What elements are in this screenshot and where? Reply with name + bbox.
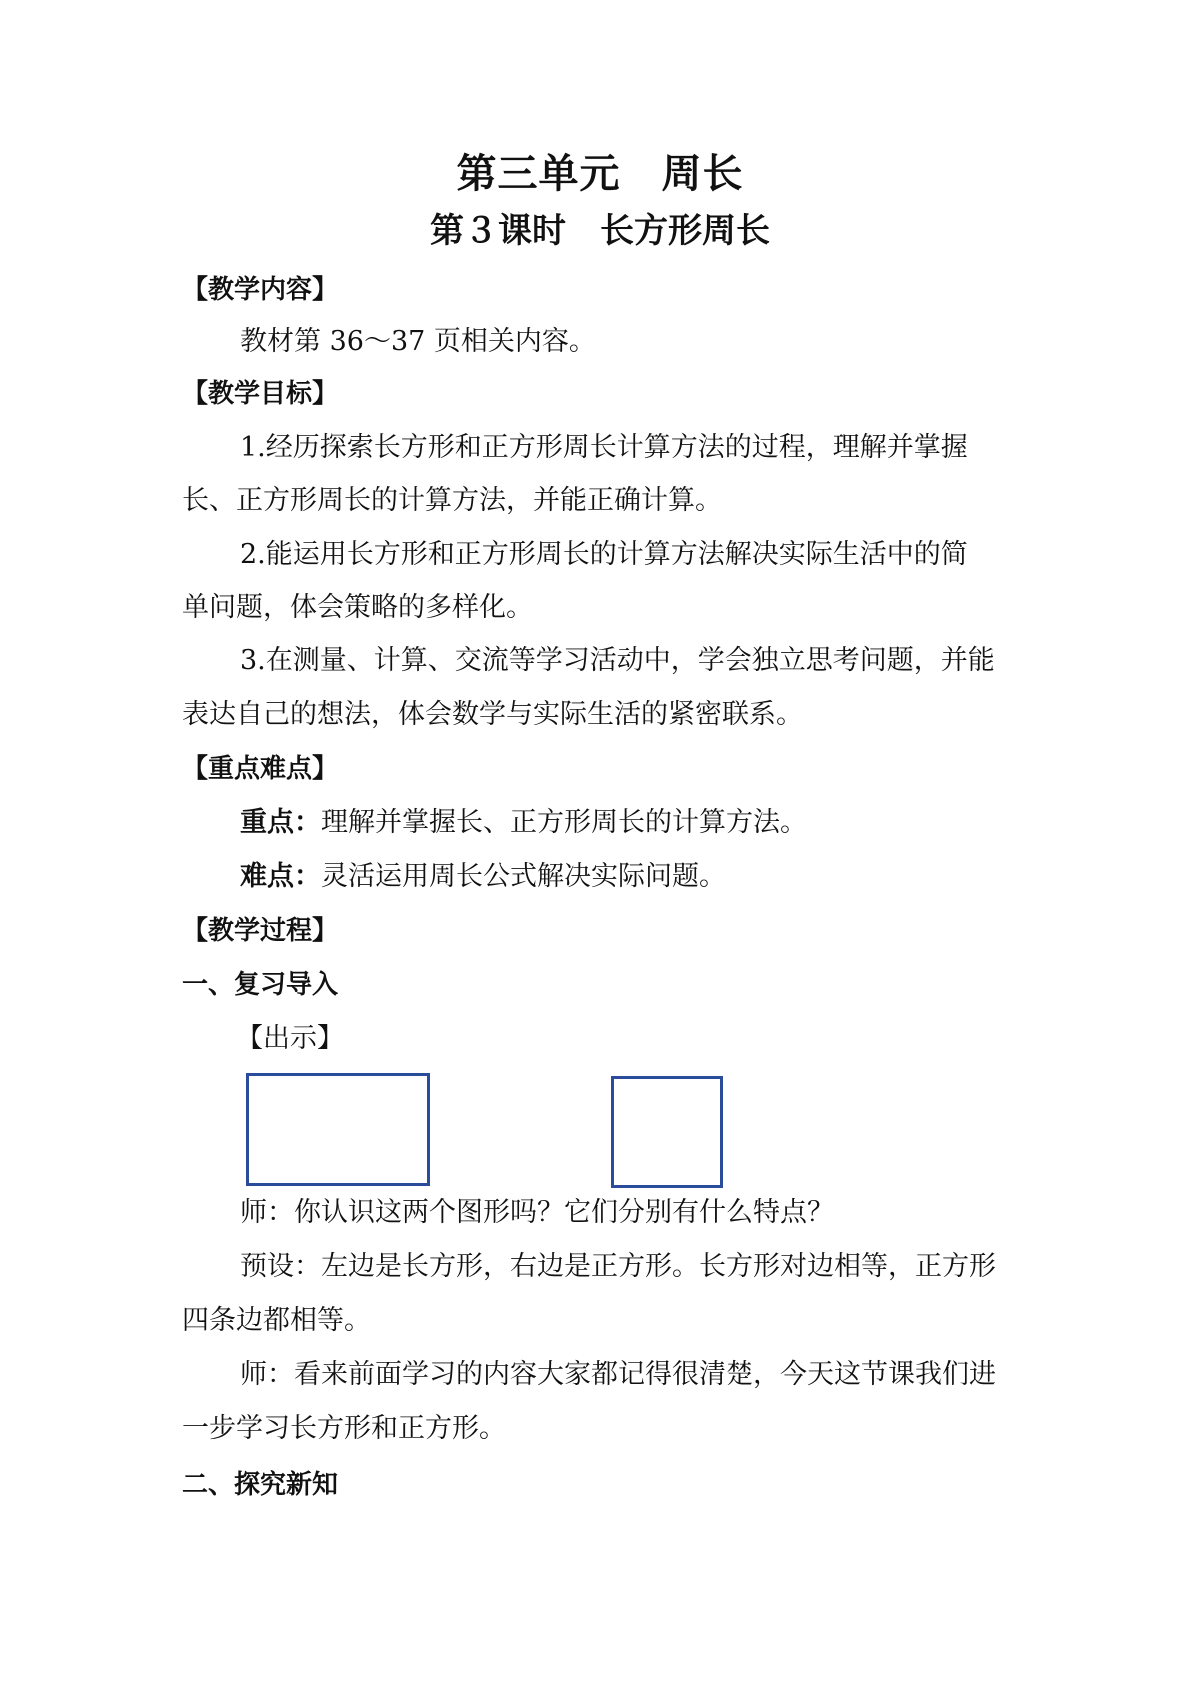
goal-3-line-1: 3.在测量、计算、交流等学习活动中，学会独立思考问题，并能: [240, 645, 995, 676]
preset-answer-line-1: 预设：左边是长方形，右边是正方形。长方形对边相等，正方形: [240, 1251, 996, 1282]
key-points-heading: 【重点难点】: [182, 754, 339, 784]
explore-new-knowledge-heading: 二、探究新知: [182, 1470, 339, 1500]
difficulty-line: [240, 857, 726, 897]
square-figure: [611, 1076, 723, 1188]
goal-2-line-2: 单问题，体会策略的多样化。: [182, 592, 533, 623]
teacher-question-1: 师：你认识这两个图形吗？它们分别有什么特点？: [240, 1197, 834, 1228]
review-intro-heading: 一、复习导入: [182, 970, 339, 1000]
teacher-question-2-line-1: 师：看来前面学习的内容大家都记得很清楚，今天这节课我们进: [240, 1359, 996, 1390]
teaching-goals-heading: 【教学目标】: [182, 379, 339, 409]
teacher-question-2-line-2: 一步学习长方形和正方形。: [182, 1413, 506, 1444]
key-point-label: 重点：: [240, 807, 321, 838]
key-point-line: [240, 803, 807, 843]
lesson-title: 第３课时 长方形周长: [430, 211, 770, 251]
goal-1-line-2: 长、正方形周长的计算方法，并能正确计算。: [182, 485, 722, 516]
goal-2-line-1: 2.能运用长方形和正方形周长的计算方法解决实际生活中的简: [240, 539, 968, 570]
preset-answer-line-2: 四条边都相等。: [182, 1305, 371, 1336]
difficulty-label: 难点：: [240, 861, 321, 892]
show-label: 【出示】: [236, 1023, 344, 1054]
key-point-text: 理解并掌握长、正方形周长的计算方法。: [321, 807, 807, 838]
teaching-content-text: 教材第 36～37 页相关内容。: [240, 326, 596, 357]
goal-3-line-2: 表达自己的想法，体会数学与实际生活的紧密联系。: [182, 699, 803, 730]
rectangle-figure: [246, 1073, 430, 1186]
unit-title: 第三单元 周长: [456, 151, 744, 197]
difficulty-text: 灵活运用周长公式解决实际问题。: [321, 861, 726, 892]
teaching-process-heading: 【教学过程】: [182, 916, 339, 946]
teaching-content-heading: 【教学内容】: [182, 275, 339, 305]
goal-1-line-1: 1.经历探索长方形和正方形周长计算方法的过程，理解并掌握: [240, 432, 968, 463]
